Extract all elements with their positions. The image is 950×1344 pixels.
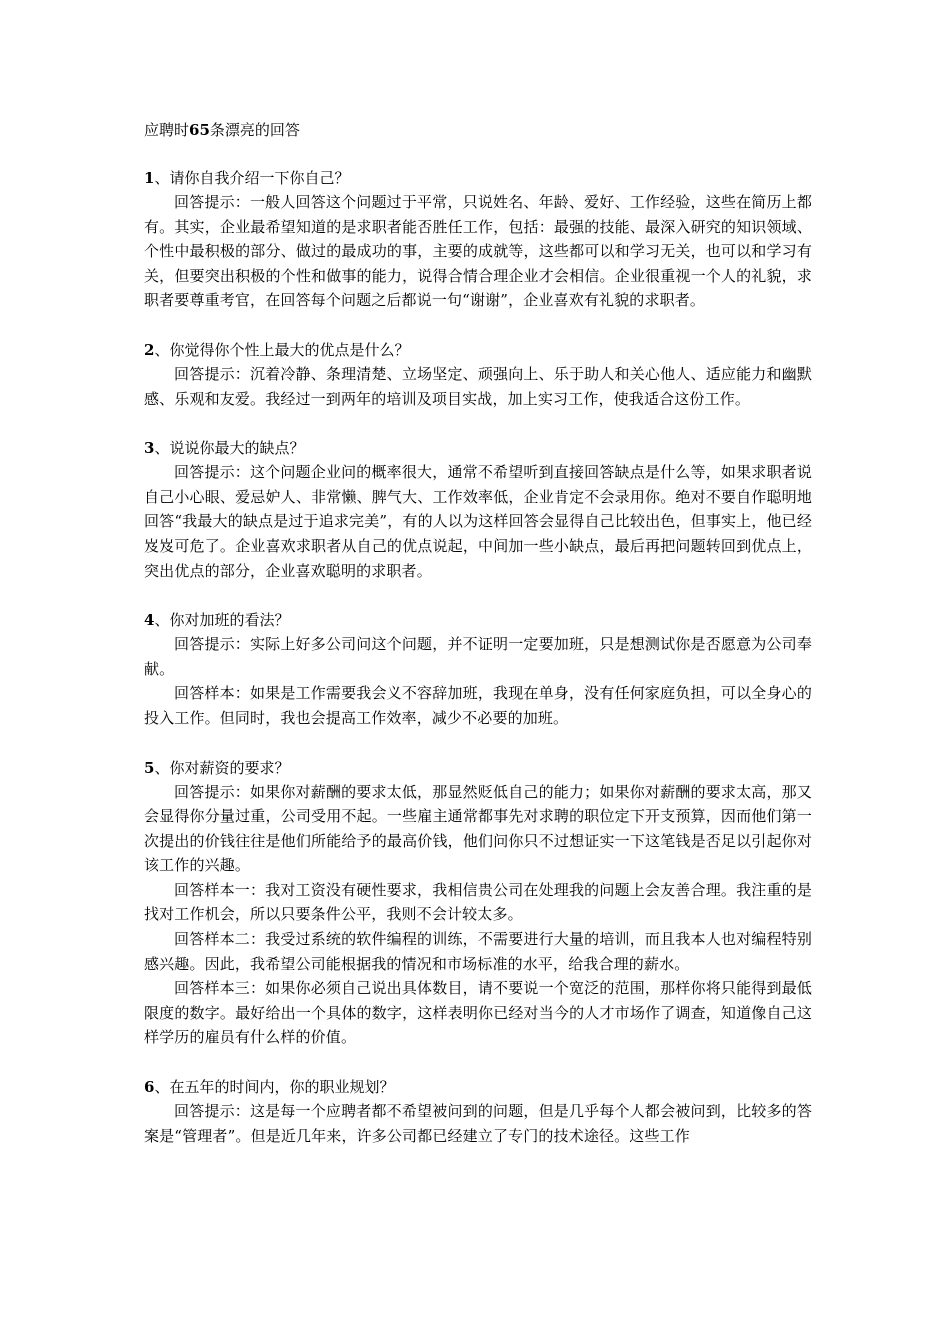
section-4 xyxy=(144,608,812,730)
question-text: 、你对加班的看法？ xyxy=(154,611,290,630)
question-number: 5 xyxy=(144,758,155,777)
answer-paragraph: 回答提示：这个问题企业问的概率很大，通常不希望听到直接回答缺点是什么等，如果求职者说自己小心眼、爱忌妒人、非常懒、脾气大、工作效率低，企业肯定不会录用你。绝对不要自作聪明地回答“我最大的缺点是过于追求完美”，有的人以为这样回答会显得自己比较出色，但事实上，他已经岌岌可危了。企业喜欢求职者从自己的优点说起，中间加一些小缺点，最后再把问题转回到优点上，突出优点的部分，企业喜欢聪明的求职者。 xyxy=(144,463,812,580)
section-6 xyxy=(144,1075,812,1148)
question-text: 、你对薪资的要求？ xyxy=(154,758,290,777)
answer-sample-paragraph: 回答样本三：如果你必须自己说出具体数目，请不要说一个宽泛的范围，那样你将只能得到最低限度的数字。最好给出一个具体的数字，这样表明你已经对当今的人才市场作了调查，知道像自己这样学历的雇员有什么样的价值。 xyxy=(144,979,812,1047)
title-prefix: 应聘时 xyxy=(144,121,190,139)
question-number: 3 xyxy=(144,439,155,458)
answer-paragraph: 回答提示：沉着冷静、条理清楚、立场坚定、顽强向上、乐于助人和关心他人、适应能力和幽默感、乐观和友爱。我经过一到两年的培训及项目实战，加上实习工作，使我适合这份工作。 xyxy=(144,364,812,408)
question-heading xyxy=(144,1075,812,1099)
document-page xyxy=(144,118,812,1148)
section-1 xyxy=(144,166,812,313)
question-number: 1 xyxy=(144,169,155,187)
section-3 xyxy=(144,436,812,583)
section-gap xyxy=(144,731,812,756)
question-number: 2 xyxy=(144,340,155,359)
answer-sample-paragraph: 回答样本一：我对工资没有硬性要求，我相信贵公司在处理我的问题上会友善合理。我注重的是找对工作机会，所以只要条件公平，我则不会计较太多。 xyxy=(144,880,812,924)
answer-paragraph: 回答提示：这是每一个应聘者都不希望被问到的问题，但是几乎每个人都会被问到，比较多的答案是“管理者”。但是近几年来，许多公司都已经建立了专门的技术途径。这些工作 xyxy=(144,1102,812,1145)
answer-paragraph: 回答提示：实际上好多公司问这个问题，并不证明一定要加班，只是想测试你是否愿意为公司奉献。 xyxy=(144,635,812,678)
answer-sample-paragraph: 回答样本：如果是工作需要我会义不容辞加班，我现在单身，没有任何家庭负担，可以全身心的投入工作。但同时，我也会提高工作效率，减少不必要的加班。 xyxy=(144,684,812,727)
title-number: 65 xyxy=(189,121,210,139)
answer-sample-paragraph: 回答样本二：我受过系统的软件编程的训练，不需要进行大量的培训，而且我本人也对编程特别感兴趣。因此，我希望公司能根据我的情况和市场标准的水平，给我合理的薪水。 xyxy=(144,930,812,973)
section-5 xyxy=(144,756,812,1051)
question-text: 、说说你最大的缺点？ xyxy=(154,439,305,458)
question-text: 、你觉得你个性上最大的优点是什么？ xyxy=(154,340,410,359)
question-text: 、请你自我介绍一下你自己？ xyxy=(154,169,350,187)
question-heading xyxy=(144,436,812,460)
title-suffix: 条漂亮的回答 xyxy=(209,121,300,139)
question-heading xyxy=(144,608,812,632)
answer-paragraph: 回答提示：如果你对薪酬的要求太低，那显然贬低自己的能力；如果你对薪酬的要求太高，那又会显得你分量过重，公司受用不起。一些雇主通常都事先对求聘的职位定下开支预算，因而他们第一次提出的价钱往往是他们所能给予的最高价钱，他们问你只不过想证实一下这笔钱是否足以引起你对该工作的兴趣。 xyxy=(144,782,812,875)
section-2 xyxy=(144,338,812,411)
document-title xyxy=(144,118,812,142)
section-gap xyxy=(144,411,812,436)
question-heading xyxy=(144,166,812,190)
title-spacer xyxy=(144,142,812,166)
answer-paragraph: 回答提示：一般人回答这个问题过于平常，只说姓名、年龄、爱好、工作经验，这些在简历上都有。其实，企业最希望知道的是求职者能否胜任工作，包括：最强的技能、最深入研究的知识领域、个性中最积极的部分、做过的最成功的事，主要的成就等，这些都可以和学习无关，也可以和学习有关，但要突出积极的个性和做事的能力，说得合情合理企业才会相信。企业很重视一个人的礼貌，求职者要尊重考官，在回答每个问题之后都说一句“谢谢”，企业喜欢有礼貌的求职者。 xyxy=(144,193,812,310)
section-gap xyxy=(144,313,812,338)
question-heading xyxy=(144,756,812,780)
question-text: 、在五年的时间内，你的职业规划？ xyxy=(154,1078,395,1097)
question-number: 6 xyxy=(144,1078,155,1097)
question-heading xyxy=(144,338,812,362)
section-gap xyxy=(144,583,812,608)
section-gap xyxy=(144,1050,812,1075)
question-number: 4 xyxy=(144,611,155,630)
